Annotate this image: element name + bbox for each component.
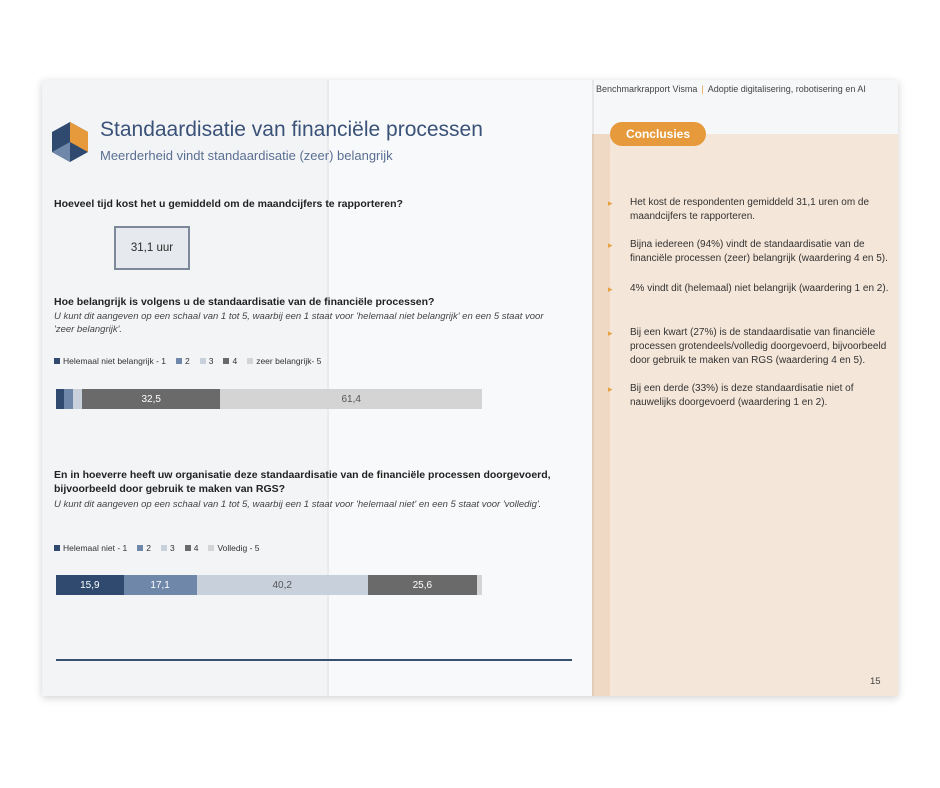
importance-legend-entry-2 (176, 356, 190, 366)
importance-legend-entry-4 (223, 356, 237, 366)
conclusion-item: ▸ 4% vindt dit (helemaal) niet belangrijk (waardering 1 en 2). (608, 283, 889, 294)
importance-data-label-5: 61,4 (341, 393, 361, 405)
importance-bar-segment-2 (64, 389, 73, 409)
middle-sheet (327, 80, 592, 696)
implementation-legend-swatch-2 (137, 545, 143, 551)
importance-legend-swatch-4 (223, 358, 229, 364)
importance-legend-entry-1 (54, 356, 166, 366)
conclusion-text: Bij een kwart (27%) is de standaardisatie van financiële processen grotendeels/volledig doorgevoerd, bijvoorbeeld door gebruik te maken van RGS (waardering 4 en 5). (630, 327, 887, 366)
importance-legend-label-5: zeer belangrijk- 5 (256, 356, 322, 366)
running-header: Benchmarkrapport Visma | Adoptie digitalisering, robotisering en AI (596, 84, 866, 94)
reporting-time-value: 31,1 uur (130, 242, 174, 254)
implementation-legend-swatch-4 (185, 545, 191, 551)
implementation-stacked-bar (56, 575, 482, 595)
importance-legend-label-4: 4 (232, 356, 238, 366)
question-implementation: En in hoeverre heeft uw organisatie deze standaardisatie van de financiële processen doorgevoerd, bijvoorbeeld door gebruik te maken van RGS? (54, 469, 551, 495)
implementation-legend-label-3: 3 (170, 543, 175, 553)
implementation-bar-segment-1 (56, 575, 124, 595)
conclusion-item: ▸ Het kost de respondenten gemiddeld 31,1 uren om de maandcijfers te rapporteren. (620, 196, 890, 224)
header-report-name: Benchmarkrapport Visma (596, 84, 698, 94)
implementation-data-label-3: 40,2 (272, 579, 292, 591)
implementation-data-label-1: 15,9 (80, 579, 100, 591)
implementation-legend-label-1: Helemaal niet - 1 (63, 543, 128, 553)
importance-legend-entry-3 (200, 356, 214, 366)
fold-line (592, 80, 594, 696)
question-importance: Hoe belangrijk is volgens u de standaardisatie van de financiële processen? (54, 296, 435, 308)
implementation-legend-swatch-5 (208, 545, 214, 551)
page-subtitle: Meerderheid vindt standaardisatie (zeer) belangrijk (100, 148, 393, 163)
implementation-legend (54, 543, 270, 553)
importance-bar-segment-3 (73, 389, 82, 409)
page-title: Standaardisatie van financiële processen (100, 118, 483, 141)
implementation-bar-segment-2 (124, 575, 197, 595)
question-importance-instruction: U kunt dit aangeven op een schaal van 1 tot 5, waarbij een 1 staat voor 'helemaal niet belangrijk' en een 5 staat voor 'zeer belangrijk'. (54, 311, 544, 335)
importance-legend (54, 356, 331, 366)
importance-bar-segment-5 (220, 389, 482, 409)
page-number: 15 (870, 676, 881, 687)
implementation-legend-entry-5 (208, 543, 259, 553)
implementation-legend-entry-2 (137, 543, 151, 553)
implementation-legend-entry-1 (54, 543, 127, 553)
reporting-time-value-box (114, 226, 190, 270)
implementation-legend-label-5: Volledig - 5 (217, 543, 260, 553)
conclusion-item: ▸ Bijna iedereen (94%) vindt de standaardisatie van de financiële processen (zeer) belangrijk (waardering 4 en 5). (620, 238, 890, 266)
importance-legend-swatch-5 (247, 358, 253, 364)
implementation-data-label-4: 25,6 (412, 579, 433, 591)
report-page (42, 80, 898, 696)
conclusion-item: ▸ Bij een kwart (27%) is de standaardisatie van financiële processen grotendeels/volledig doorgevoerd, bijvoorbeeld door gebruik te maken van RGS (waardering 4 en 5). (620, 326, 890, 368)
implementation-bar-segment-5 (477, 575, 482, 595)
question-reporting-time: Hoeveel tijd kost het u gemiddeld om de maandcijfers te rapporteren? (54, 198, 403, 210)
implementation-legend-entry-4 (185, 543, 199, 553)
importance-legend-swatch-2 (176, 358, 182, 364)
importance-legend-label-3: 3 (208, 356, 214, 366)
conclusion-text: Bij een derde (33%) is deze standaardisatie niet of nauwelijks doorgevoerd (waardering 1 en 2). (630, 383, 854, 408)
implementation-legend-label-2: 2 (146, 543, 151, 553)
bottom-rule (56, 659, 572, 661)
question-implementation-instruction: U kunt dit aangeven op een schaal van 1 tot 5, waarbij een 1 staat voor 'helemaal niet' en een 5 staat voor 'volledig'. (54, 499, 542, 510)
implementation-legend-swatch-3 (161, 545, 167, 551)
importance-bar-segment-4 (82, 389, 220, 409)
fold-line (327, 80, 329, 696)
header-report-topic: Adoptie digitalisering, robotisering en AI (707, 84, 866, 94)
importance-legend-swatch-1 (54, 358, 60, 364)
importance-stacked-bar (56, 389, 482, 409)
importance-bar-segment-1 (56, 389, 64, 409)
implementation-bar-segment-4 (368, 575, 477, 595)
implementation-legend-label-4: 4 (193, 543, 199, 553)
conclusions-panel-strip (592, 134, 610, 696)
left-sheet (42, 80, 327, 696)
conclusion-text: Het kost de respondenten gemiddeld 31,1 uren om de maandcijfers te rapporteren. (630, 197, 870, 222)
importance-legend-label-2: 2 (185, 356, 190, 366)
conclusion-text: Bijna iedereen (94%) vindt de standaardisatie van de financiële processen (zeer) belangrijk (waardering 4 en 5). (630, 239, 888, 264)
implementation-data-label-2: 17,1 (150, 579, 170, 591)
importance-legend-entry-5 (247, 356, 321, 366)
visma-hexagon-logo-icon (52, 122, 88, 162)
importance-legend-label-1: Helemaal niet belangrijk - 1 (63, 356, 166, 366)
implementation-legend-entry-3 (161, 543, 175, 553)
conclusion-item: ▸ Bij een derde (33%) is deze standaardisatie niet of nauwelijks doorgevoerd (waardering 1 en 2). (620, 382, 890, 410)
importance-legend-swatch-3 (200, 358, 206, 364)
implementation-legend-swatch-1 (54, 545, 60, 551)
importance-data-label-4: 32,5 (141, 393, 161, 405)
conclusion-text: 4% vindt dit (helemaal) niet belangrijk (waardering 1 en 2). (630, 283, 889, 294)
implementation-bar-segment-3 (197, 575, 368, 595)
conclusions-label: Conclusies (610, 122, 706, 146)
